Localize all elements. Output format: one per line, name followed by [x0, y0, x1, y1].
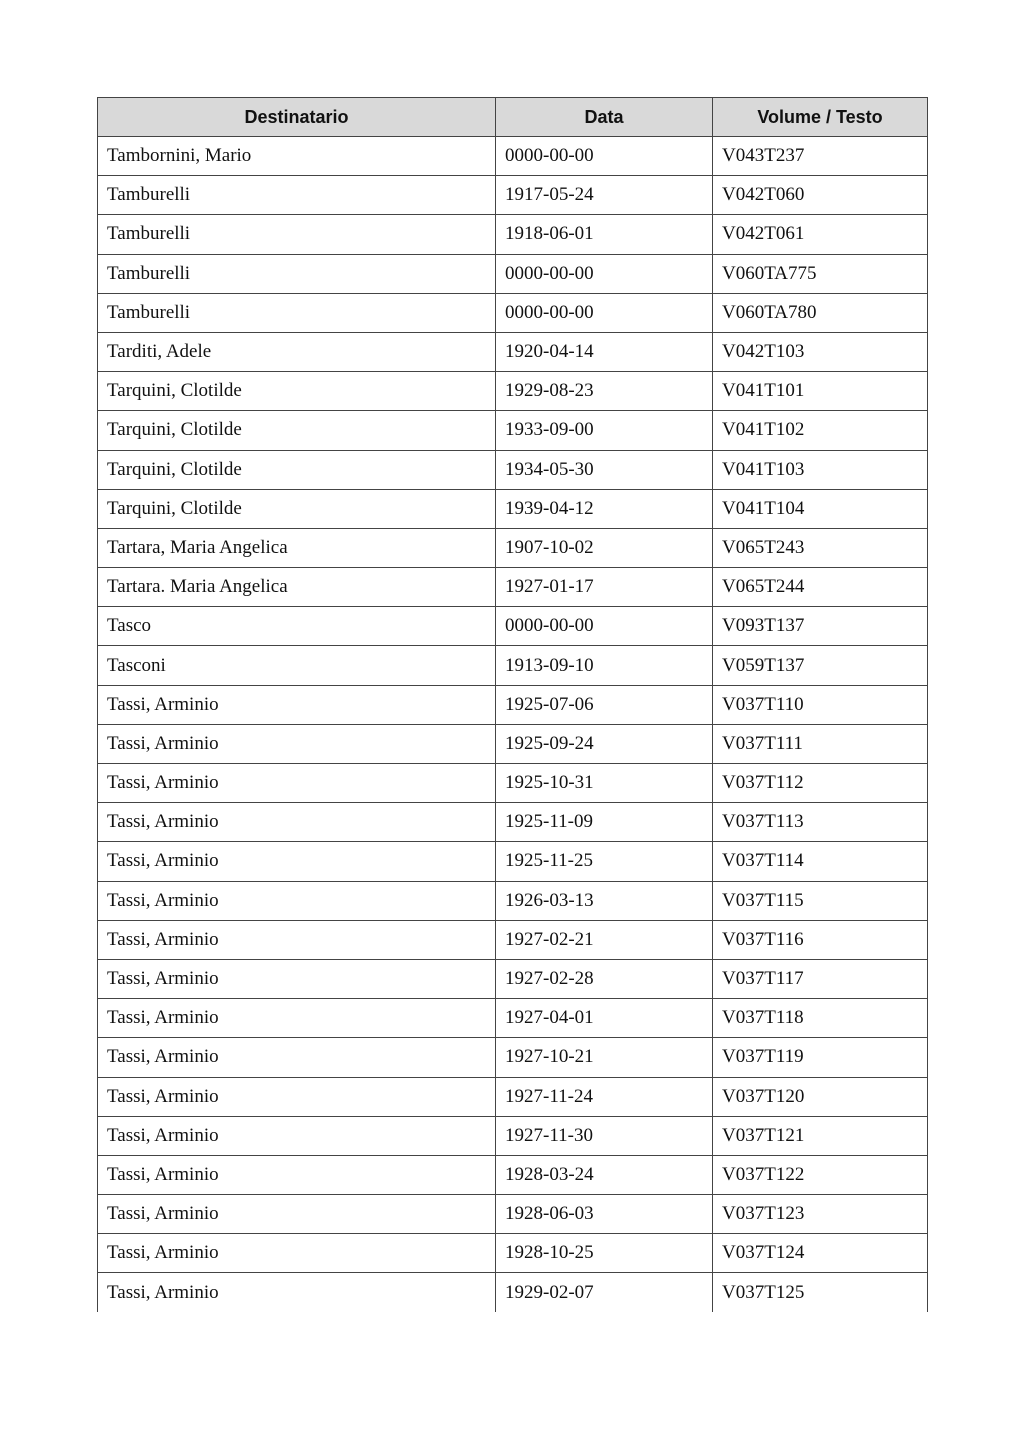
cell-date: 0000-00-00: [496, 293, 713, 332]
cell-volume-text: V037T112: [713, 764, 928, 803]
cell-recipient: Tassi, Arminio: [98, 881, 496, 920]
cell-date: 1928-03-24: [496, 1155, 713, 1194]
cell-volume-text: V037T118: [713, 999, 928, 1038]
cell-date: 0000-00-00: [496, 137, 713, 176]
cell-date: 1925-11-09: [496, 803, 713, 842]
cell-volume-text: V037T124: [713, 1234, 928, 1273]
cell-recipient: Tassi, Arminio: [98, 724, 496, 763]
table-row: [98, 528, 928, 567]
cell-date: 1927-04-01: [496, 999, 713, 1038]
cell-date: 1920-04-14: [496, 332, 713, 371]
table-header-row: [98, 98, 928, 137]
table-row: [98, 1195, 928, 1234]
cell-date: 1933-09-00: [496, 411, 713, 450]
cell-recipient: Tartara, Maria Angelica: [98, 528, 496, 567]
cell-date: 1927-02-21: [496, 920, 713, 959]
cell-recipient: Tassi, Arminio: [98, 1077, 496, 1116]
cell-volume-text: V041T102: [713, 411, 928, 450]
table-body: [98, 137, 928, 1313]
cell-recipient: Tassi, Arminio: [98, 803, 496, 842]
table-row: [98, 999, 928, 1038]
cell-recipient: Tasco: [98, 607, 496, 646]
table-row: [98, 1116, 928, 1155]
table-row: [98, 176, 928, 215]
cell-date: 1907-10-02: [496, 528, 713, 567]
cell-recipient: Tassi, Arminio: [98, 842, 496, 881]
cell-volume-text: V041T101: [713, 372, 928, 411]
table-row: [98, 411, 928, 450]
letters-table: [97, 97, 928, 1312]
table-row: [98, 764, 928, 803]
table-row: [98, 215, 928, 254]
cell-date: 0000-00-00: [496, 254, 713, 293]
cell-recipient: Tarquini, Clotilde: [98, 489, 496, 528]
cell-volume-text: V037T122: [713, 1155, 928, 1194]
table-row: [98, 137, 928, 176]
cell-recipient: Tamburelli: [98, 215, 496, 254]
cell-recipient: Tassi, Arminio: [98, 1116, 496, 1155]
cell-date: 1925-11-25: [496, 842, 713, 881]
cell-volume-text: V043T237: [713, 137, 928, 176]
cell-date: 1917-05-24: [496, 176, 713, 215]
cell-date: 1928-10-25: [496, 1234, 713, 1273]
table-row: [98, 881, 928, 920]
cell-date: 1934-05-30: [496, 450, 713, 489]
cell-recipient: Tamburelli: [98, 254, 496, 293]
table-row: [98, 1038, 928, 1077]
cell-volume-text: V037T123: [713, 1195, 928, 1234]
table-row: [98, 293, 928, 332]
table-row: [98, 685, 928, 724]
cell-recipient: Tassi, Arminio: [98, 1273, 496, 1312]
cell-date: 1927-11-24: [496, 1077, 713, 1116]
table-row: [98, 450, 928, 489]
cell-recipient: Tassi, Arminio: [98, 764, 496, 803]
cell-volume-text: V041T104: [713, 489, 928, 528]
cell-recipient: Tarquini, Clotilde: [98, 411, 496, 450]
cell-recipient: Tassi, Arminio: [98, 1038, 496, 1077]
cell-volume-text: V042T061: [713, 215, 928, 254]
cell-recipient: Tarquini, Clotilde: [98, 372, 496, 411]
cell-recipient: Tasconi: [98, 646, 496, 685]
cell-volume-text: V037T114: [713, 842, 928, 881]
table-row: [98, 1234, 928, 1273]
table-row: [98, 568, 928, 607]
table-row: [98, 920, 928, 959]
cell-date: 1925-07-06: [496, 685, 713, 724]
table-row: [98, 1273, 928, 1312]
cell-recipient: Tassi, Arminio: [98, 999, 496, 1038]
cell-recipient: Tassi, Arminio: [98, 920, 496, 959]
column-header-volume-text: Volume / Testo: [713, 98, 928, 137]
cell-date: 1929-08-23: [496, 372, 713, 411]
cell-recipient: Tambornini, Mario: [98, 137, 496, 176]
table-row: [98, 803, 928, 842]
table-row: [98, 489, 928, 528]
cell-date: 1918-06-01: [496, 215, 713, 254]
table-row: [98, 842, 928, 881]
cell-date: 1925-09-24: [496, 724, 713, 763]
table-row: [98, 724, 928, 763]
cell-volume-text: V037T121: [713, 1116, 928, 1155]
cell-volume-text: V042T103: [713, 332, 928, 371]
cell-date: 1927-01-17: [496, 568, 713, 607]
cell-date: 1929-02-07: [496, 1273, 713, 1312]
table-row: [98, 372, 928, 411]
cell-date: 1927-02-28: [496, 959, 713, 998]
table-row: [98, 332, 928, 371]
table-row: [98, 254, 928, 293]
column-header-date: Data: [496, 98, 713, 137]
cell-date: 1913-09-10: [496, 646, 713, 685]
cell-volume-text: V060TA780: [713, 293, 928, 332]
cell-recipient: Tassi, Arminio: [98, 1234, 496, 1273]
cell-volume-text: V037T119: [713, 1038, 928, 1077]
cell-volume-text: V042T060: [713, 176, 928, 215]
cell-date: 1927-10-21: [496, 1038, 713, 1077]
cell-volume-text: V041T103: [713, 450, 928, 489]
table-row: [98, 959, 928, 998]
cell-volume-text: V065T244: [713, 568, 928, 607]
cell-recipient: Tassi, Arminio: [98, 1155, 496, 1194]
cell-recipient: Tarditi, Adele: [98, 332, 496, 371]
cell-recipient: Tassi, Arminio: [98, 1195, 496, 1234]
cell-volume-text: V037T117: [713, 959, 928, 998]
cell-volume-text: V037T113: [713, 803, 928, 842]
cell-volume-text: V037T111: [713, 724, 928, 763]
cell-volume-text: V037T125: [713, 1273, 928, 1312]
cell-volume-text: V060TA775: [713, 254, 928, 293]
cell-recipient: Tamburelli: [98, 176, 496, 215]
cell-recipient: Tamburelli: [98, 293, 496, 332]
table-row: [98, 646, 928, 685]
cell-recipient: Tartara. Maria Angelica: [98, 568, 496, 607]
cell-volume-text: V037T120: [713, 1077, 928, 1116]
cell-volume-text: V037T115: [713, 881, 928, 920]
cell-date: 1928-06-03: [496, 1195, 713, 1234]
cell-date: 1939-04-12: [496, 489, 713, 528]
table-row: [98, 1077, 928, 1116]
cell-date: 1926-03-13: [496, 881, 713, 920]
cell-volume-text: V059T137: [713, 646, 928, 685]
cell-volume-text: V093T137: [713, 607, 928, 646]
column-header-recipient: Destinatario: [98, 98, 496, 137]
cell-volume-text: V037T110: [713, 685, 928, 724]
table-row: [98, 607, 928, 646]
cell-recipient: Tarquini, Clotilde: [98, 450, 496, 489]
cell-recipient: Tassi, Arminio: [98, 685, 496, 724]
table-row: [98, 1155, 928, 1194]
cell-date: 1925-10-31: [496, 764, 713, 803]
cell-volume-text: V065T243: [713, 528, 928, 567]
cell-recipient: Tassi, Arminio: [98, 959, 496, 998]
cell-volume-text: V037T116: [713, 920, 928, 959]
cell-date: 1927-11-30: [496, 1116, 713, 1155]
cell-date: 0000-00-00: [496, 607, 713, 646]
